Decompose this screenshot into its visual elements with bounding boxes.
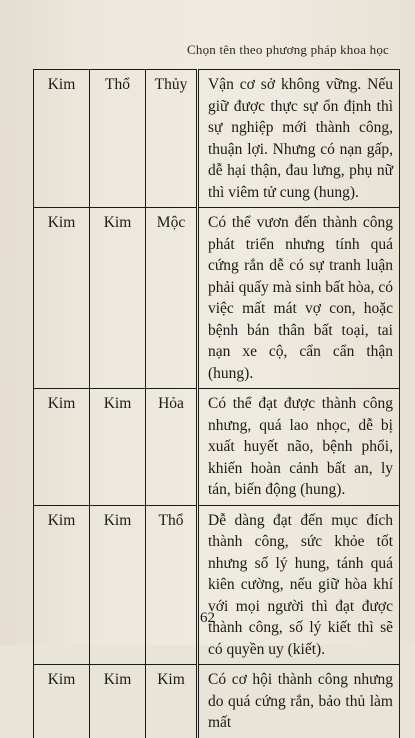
description-cell: Có cơ hội thành công nhưng do quá cứng rắn, bảo thủ làm mất bbox=[198, 665, 400, 738]
element-cell-2: Thổ bbox=[90, 70, 146, 208]
table-row bbox=[34, 70, 400, 208]
element-cell-2: Kim bbox=[90, 505, 146, 665]
element-cell-2: Kim bbox=[90, 665, 146, 738]
element-cell-3: Thổ bbox=[146, 505, 198, 665]
table-row bbox=[34, 389, 400, 506]
element-cell-3: Thủy bbox=[146, 70, 198, 208]
five-elements-table bbox=[33, 69, 400, 738]
element-cell-3: Mộc bbox=[146, 208, 198, 389]
element-cell-2: Kim bbox=[90, 208, 146, 389]
table-row bbox=[34, 208, 400, 389]
element-cell-3: Kim bbox=[146, 665, 198, 738]
element-cell-2: Kim bbox=[90, 389, 146, 506]
element-cell-1: Kim bbox=[34, 505, 90, 665]
description-cell: Dễ dàng đạt đến mục đích thành công, sức khỏe tốt nhưng số lý hung, tánh quá kiên cường, nếu giữ hòa khí với mọi người thì đạt được thành công, số lý kiết thì sẽ có quyền uy (kiết). bbox=[198, 505, 400, 665]
element-cell-1: Kim bbox=[34, 70, 90, 208]
running-header: Chọn tên theo phương pháp khoa học bbox=[187, 42, 389, 57]
table-row bbox=[34, 665, 400, 738]
element-cell-1: Kim bbox=[34, 208, 90, 389]
element-cell-1: Kim bbox=[34, 389, 90, 506]
description-cell: Có thể vươn đến thành công phát triển nhưng tính quá cứng rắn dễ có sự tranh luận phải quấy mà sinh bất hòa, có việc mất mát vợ con, hoặc bệnh bán thân bất toại, tai nạn xe cộ, cẩn cẩn thận (hung). bbox=[198, 208, 400, 389]
table-row bbox=[34, 505, 400, 665]
page-number: 62 bbox=[200, 610, 215, 626]
element-cell-3: Hỏa bbox=[146, 389, 198, 506]
description-cell: Có thể đạt được thành công nhưng, quá lao nhọc, dễ bị xuất huyết não, bệnh phổi, khiến hoàn cảnh bất an, ly tán, biến động (hung). bbox=[198, 389, 400, 506]
element-cell-1: Kim bbox=[34, 665, 90, 738]
description-cell: Vận cơ sở không vững. Nếu giữ được thực sự ổn định thì sự nghiệp mới thành công, thuận lợi. Nhưng có nạn gấp, dễ hại thận, đau lưng, phụ nữ thì viêm tử cung (hung). bbox=[198, 70, 400, 208]
